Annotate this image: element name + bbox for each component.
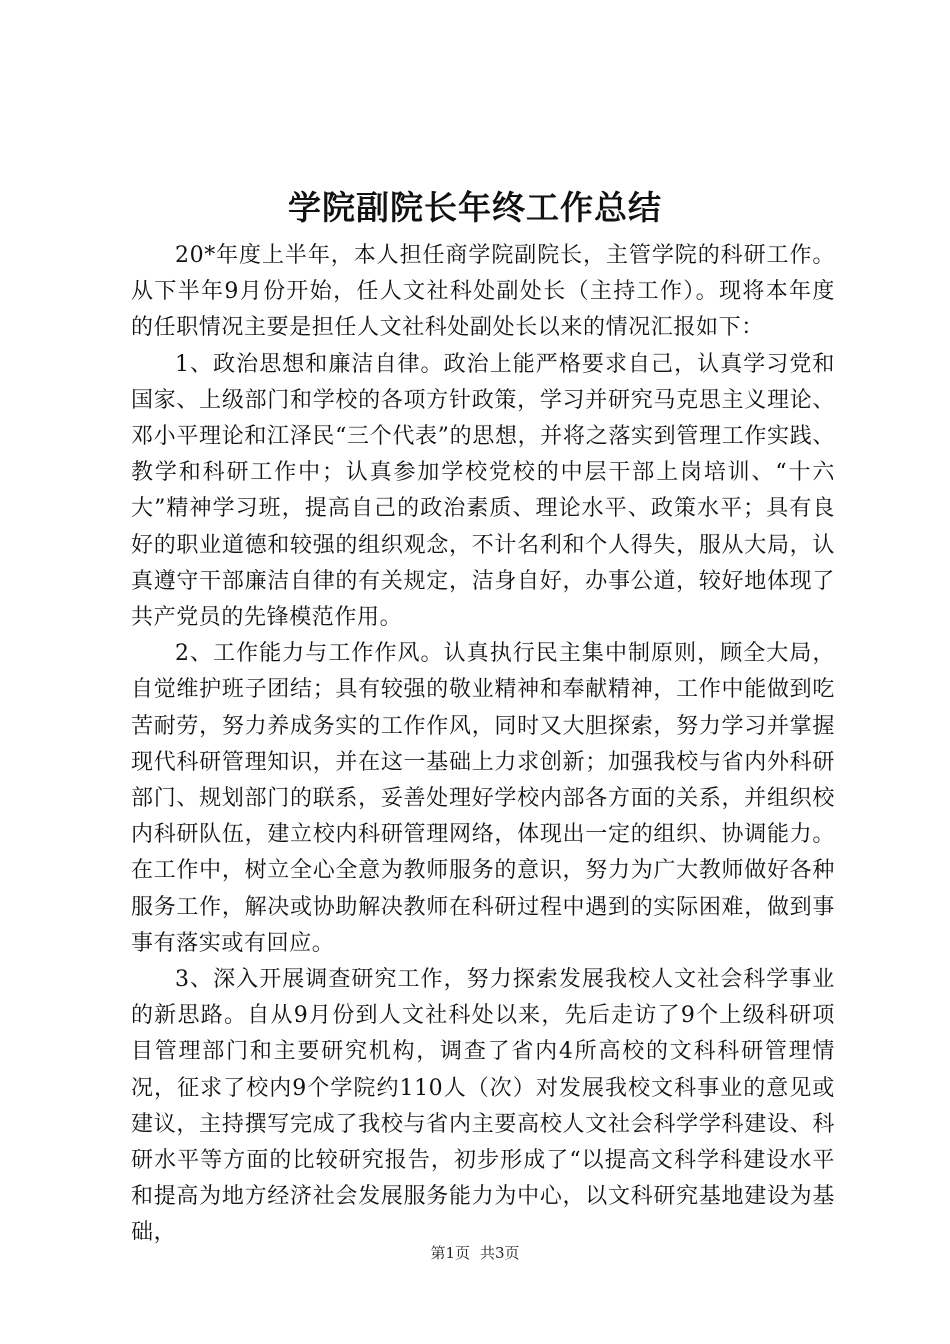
paragraph-political-integrity: 1、政治思想和廉洁自律。政治上能严格要求自己，认真学习党和国家、上级部门和学校的各项方针政策，学习并研究马克思主义理论、邓小平理论和江泽民“三个代表”的思想，并将之落实到管理工作实践、教学和科研工作中；认真参加学校党校的中层干部上岗培训、“十六大”精神学习班，提高自己的政治素质、理论水平、政策水平；具有良好的职业道德和较强的组织观念，不计名利和个人得失，服从大局，认真遵守干部廉洁自律的有关规定，洁身自好，办事公道，较好地体现了共产党员的先锋模范作用。 <box>131 351 835 631</box>
page-total: 共3页 <box>480 1244 520 1262</box>
paragraph-work-ability: 2、工作能力与工作作风。认真执行民主集中制原则，顾全大局，自觉维护班子团结；具有较强的敬业精神和奉献精神，工作中能做到吃苦耐劳，努力养成务实的工作作风，同时又大胆探索，努力学习并掌握现代科研管理知识，并在这一基础上力求创新；加强我校与省内外科研部门、规划部门的联系，妥善处理好学校内部各方面的关系，并组织校内科研队伍，建立校内科研管理网络，体现出一定的组织、协调能力。在工作中，树立全心全意为教师服务的意识，努力为广大教师做好各种服务工作，解决或协助解决教师在科研过程中遇到的实际困难，做到事事有落实或有回应。 <box>131 641 835 956</box>
page-number: 第1页 <box>430 1244 470 1262</box>
page-footer <box>0 1243 950 1263</box>
document-body <box>131 238 835 1252</box>
paragraph-research-investigation: 3、深入开展调查研究工作，努力探索发展我校人文社会科学事业的新思路。自从9月份到人文社科处以来，先后走访了9个上级科研项目管理部门和主要研究机构，调查了省内4所高校的文科科研管理情况，征求了校内9个学院约110人（次）对发展我校文科事业的意见或建议，主持撰写完成了我校与省内主要高校人文社会科学学科建设、科研水平等方面的比较研究报告，初步形成了“以提高文科学科建设水平和提高为地方经济社会发展服务能力为中心，以文科研究基地建设为基础， <box>131 967 835 1246</box>
paragraph-intro: 20*年度上半年，本人担任商学院副院长，主管学院的科研工作。从下半年9月份开始，任人文社科处副处长（主持工作）。现将本年度的任职情况主要是担任人文社科处副处长以来的情况汇报如下： <box>131 243 835 341</box>
document-title: 学院副院长年终工作总结 <box>288 188 662 227</box>
